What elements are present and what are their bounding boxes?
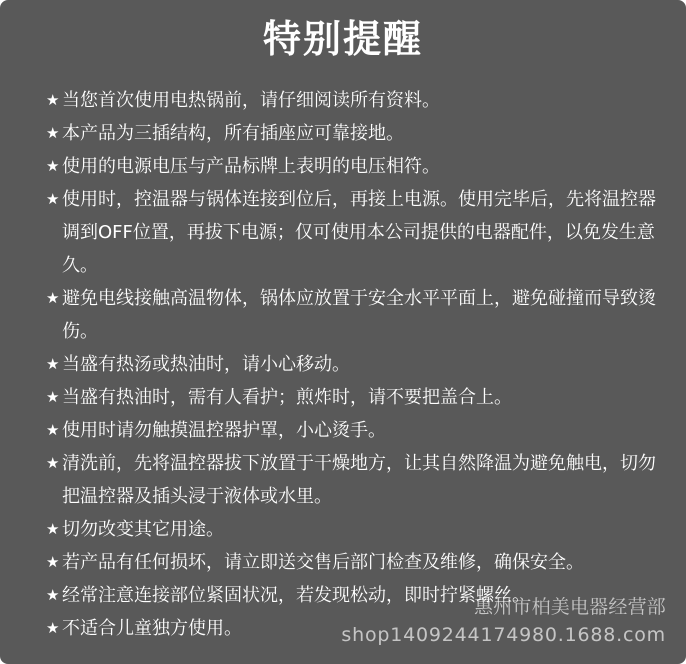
star-icon: ★ <box>46 553 60 571</box>
note-text: 清洗前，先将温控器拔下放置于干燥地方，让其自然降温为避免触电，切勿把温控器及插头浸于液体或水里。 <box>62 453 656 507</box>
list-item <box>46 117 656 150</box>
list-item <box>46 183 656 282</box>
star-icon: ★ <box>46 289 60 307</box>
notes-list <box>46 84 656 645</box>
list-item <box>46 513 656 546</box>
note-text: 使用时，控温器与锅体连接到位后，再接上电源。使用完毕后，先将温控器调到OFF位置，再拔下电源；仅可使用本公司提供的电器配件，以免发生意久。 <box>62 189 656 276</box>
note-text: 经常注意连接部位紧固状况，若发现松动，即时拧紧螺丝。 <box>62 585 530 606</box>
star-icon: ★ <box>46 388 60 406</box>
list-item <box>46 381 656 414</box>
star-icon: ★ <box>46 454 60 472</box>
note-text: 不适合儿童独方使用。 <box>62 618 242 639</box>
list-item <box>46 282 656 348</box>
star-icon: ★ <box>46 124 60 142</box>
note-text: 避免电线接触高温物体，锅体应放置于安全水平平面上，避免碰撞而导致烫伤。 <box>62 288 656 342</box>
watermark-shop-url: shop1409244174980.1688.com <box>341 624 666 646</box>
star-icon: ★ <box>46 619 60 637</box>
note-text: 使用的电源电压与产品标牌上表明的电压相符。 <box>62 156 440 177</box>
note-text: 当您首次使用电热锅前，请仔细阅读所有资料。 <box>62 90 440 111</box>
note-text: 使用时请勿触摸温控器护罩，小心烫手。 <box>62 420 386 441</box>
list-item <box>46 546 656 579</box>
note-text: 当盛有热油时，需有人看护；煎炸时，请不要把盖合上。 <box>62 387 512 408</box>
star-icon: ★ <box>46 421 60 439</box>
star-icon: ★ <box>46 355 60 373</box>
note-text: 当盛有热汤或热油时，请小心移动。 <box>62 354 350 375</box>
star-icon: ★ <box>46 91 60 109</box>
list-item <box>46 84 656 117</box>
star-icon: ★ <box>46 190 60 208</box>
list-item <box>46 414 656 447</box>
star-icon: ★ <box>46 586 60 604</box>
note-text: 切勿改变其它用途。 <box>62 519 224 540</box>
list-item <box>46 447 656 513</box>
star-icon: ★ <box>46 520 60 538</box>
star-icon: ★ <box>46 157 60 175</box>
note-text: 本产品为三插结构，所有插座应可靠接地。 <box>62 123 404 144</box>
page-title: 特别提醒 <box>262 17 423 61</box>
watermark-shop-name: 惠州市柏美电器经营部 <box>473 596 666 618</box>
note-text: 若产品有任何损坏，请立即送交售后部门检查及维修，确保安全。 <box>62 552 584 573</box>
list-item <box>46 150 656 183</box>
list-item <box>46 348 656 381</box>
